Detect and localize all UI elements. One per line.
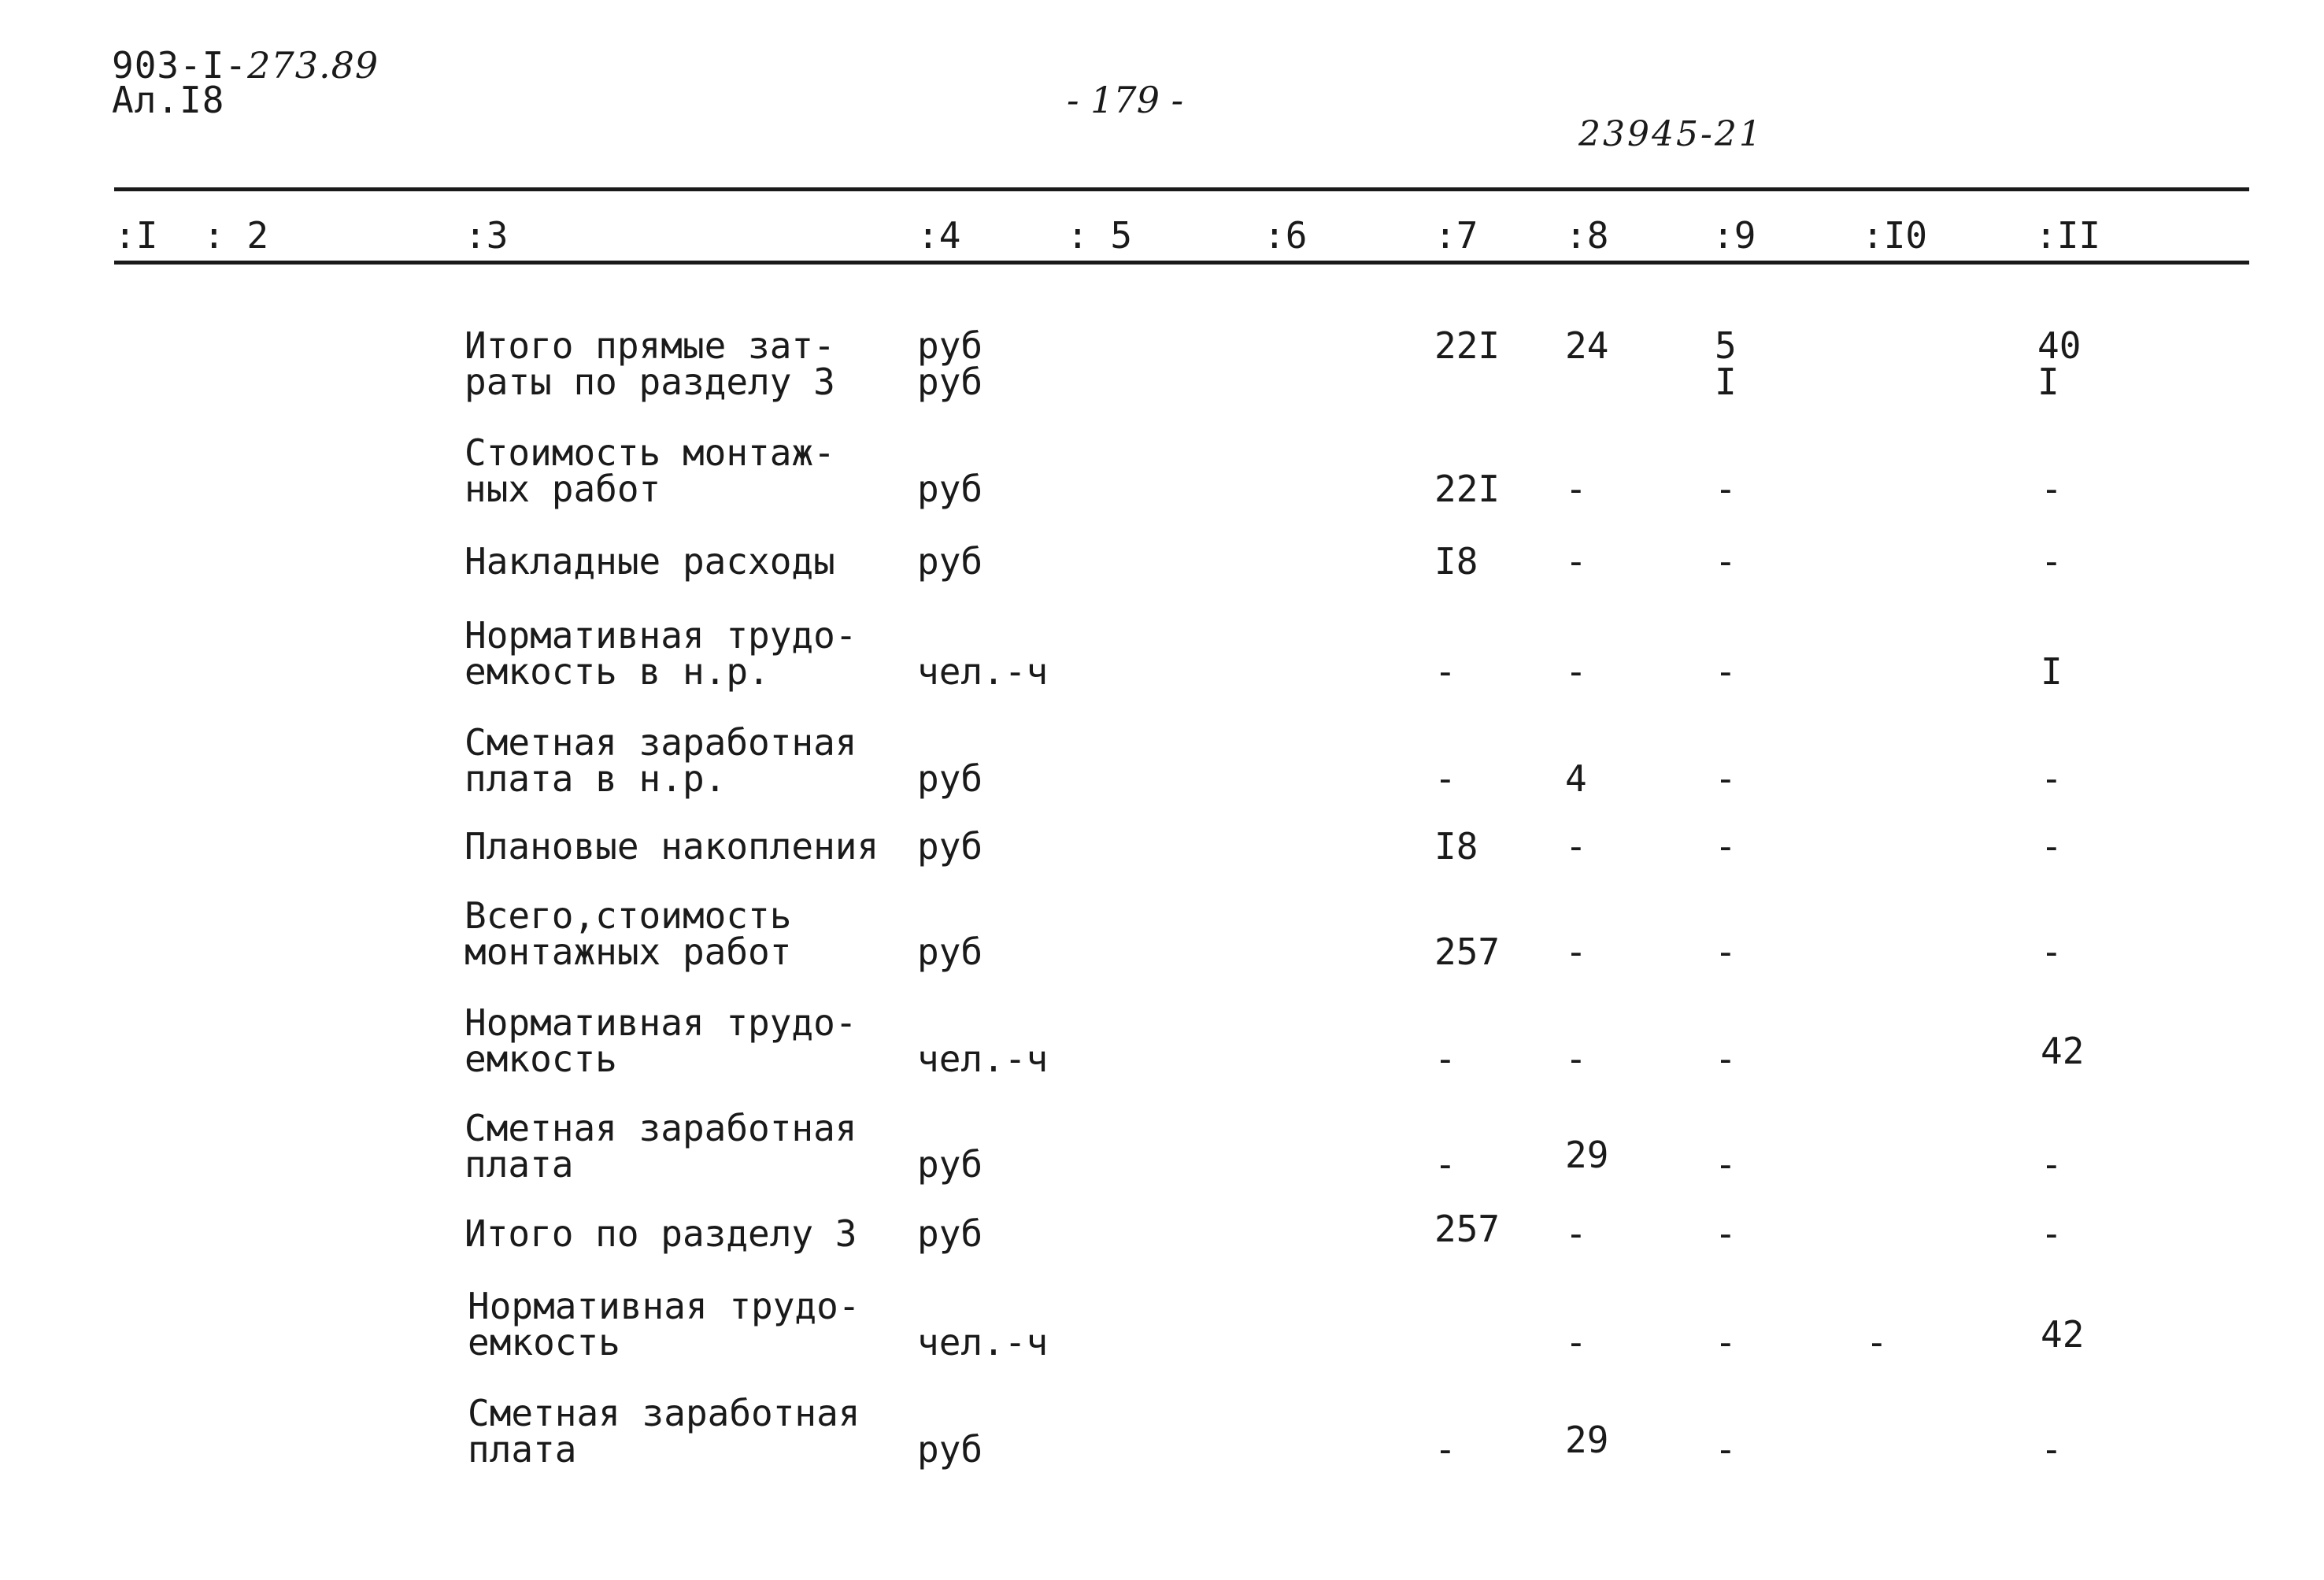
row-col9: - [1715,1212,1737,1255]
row-col7: 22I [1434,468,1501,510]
row-label: Нормативная трудо- емкость [464,1001,857,1080]
row-col9: - [1715,1428,1737,1471]
row-col7: I8 [1434,825,1478,868]
row-col8: - [1565,1212,1587,1255]
top-rule [114,187,2249,191]
doc-code-handwritten: 273.89 [247,44,379,87]
row-col8: 29 [1565,1134,1609,1176]
row-col9: 5 I [1715,324,1737,403]
album-label: Ал.I8 [112,79,225,121]
row-unit: руб [917,468,983,510]
column-header-7: :7 [1434,214,1478,257]
column-header-1: :I [114,214,158,257]
row-col7: - [1434,1428,1456,1471]
row-col8: 24 [1565,324,1609,367]
row-unit: руб [917,825,983,868]
row-label: Итого прямые зат- раты по разделу 3 [464,324,835,403]
column-header-2: : 2 [203,214,269,257]
row-col8: - [1565,825,1587,868]
row-col11: 42 [2041,1030,2085,1072]
row-col7: - [1434,1038,1456,1080]
row-col11: I [2041,650,2063,693]
row-unit: руб [917,931,983,973]
row-col11: 40 I [2037,324,2082,403]
row-col7: - [1434,757,1456,800]
row-unit: чел.-ч [917,1321,1049,1364]
row-col7: - [1434,650,1456,693]
column-header-9: :9 [1712,214,1756,257]
row-unit: руб [917,757,983,800]
row-label: Накладные расходы [464,540,835,583]
row-col9: - [1715,540,1737,583]
row-col9: - [1715,650,1737,693]
row-unit: руб [917,1428,983,1471]
row-unit: руб [917,1143,983,1186]
row-col8: - [1565,468,1587,510]
row-col9: - [1715,1321,1737,1364]
row-unit: руб руб [917,324,983,403]
row-col11: - [2041,1428,2063,1471]
column-header-11: :II [2035,214,2101,257]
row-col8: - [1565,540,1587,583]
row-col9: - [1715,931,1737,973]
row-col7: 22I [1434,324,1501,367]
row-col9: - [1715,757,1737,800]
page-number: - 179 - [1067,79,1184,121]
row-label: Сметная заработная плата [468,1392,860,1471]
row-unit: чел.-ч [917,650,1049,693]
column-header-4: :4 [917,214,961,257]
row-label: Сметная заработная плата в н.р. [464,721,857,800]
row-unit: руб [917,1212,983,1255]
row-col11: - [2041,1143,2063,1186]
row-label: Итого по разделу 3 [464,1212,857,1255]
row-label: Нормативная трудо- емкость в н.р. [464,614,857,693]
row-col11: - [2041,757,2063,800]
row-col9: - [1715,468,1737,510]
column-header-3: :3 [464,214,509,257]
row-col8: - [1565,931,1587,973]
row-label: Стоимость монтаж- ных работ [464,431,835,510]
row-col7: 257 [1434,1208,1501,1250]
row-label: Нормативная трудо- емкость [468,1285,860,1364]
inventory-number: 23945-21 [1578,114,1763,154]
row-col10: - [1866,1321,1888,1364]
row-unit: чел.-ч [917,1038,1049,1080]
column-header-6: :6 [1264,214,1308,257]
row-col7: I8 [1434,540,1478,583]
row-col7: - [1434,1143,1456,1186]
row-col11: - [2041,1212,2063,1255]
row-col9: - [1715,1143,1737,1186]
column-header-5: : 5 [1067,214,1133,257]
row-col7: 257 [1434,931,1501,973]
row-col9: - [1715,825,1737,868]
doc-code-prefix: 903-I- [112,44,248,87]
row-label: Плановые накопления [464,825,879,868]
header-rule [114,261,2249,265]
column-header-8: :8 [1565,214,1609,257]
row-col8: 4 [1565,757,1587,800]
row-col9: - [1715,1038,1737,1080]
row-label: Сметная заработная плата [464,1107,857,1186]
row-col11: - [2041,540,2063,583]
row-col11: - [2041,931,2063,973]
row-col8: - [1565,1038,1587,1080]
row-unit: руб [917,540,983,583]
row-col11: 42 [2041,1313,2085,1356]
row-col8: - [1565,1321,1587,1364]
row-col11: - [2041,825,2063,868]
row-col8: - [1565,650,1587,693]
column-header-10: :I0 [1862,214,1928,257]
row-col8: 29 [1565,1419,1609,1461]
row-label: Всего,стоимость монтажных работ [464,894,792,973]
row-col11: - [2041,468,2063,510]
